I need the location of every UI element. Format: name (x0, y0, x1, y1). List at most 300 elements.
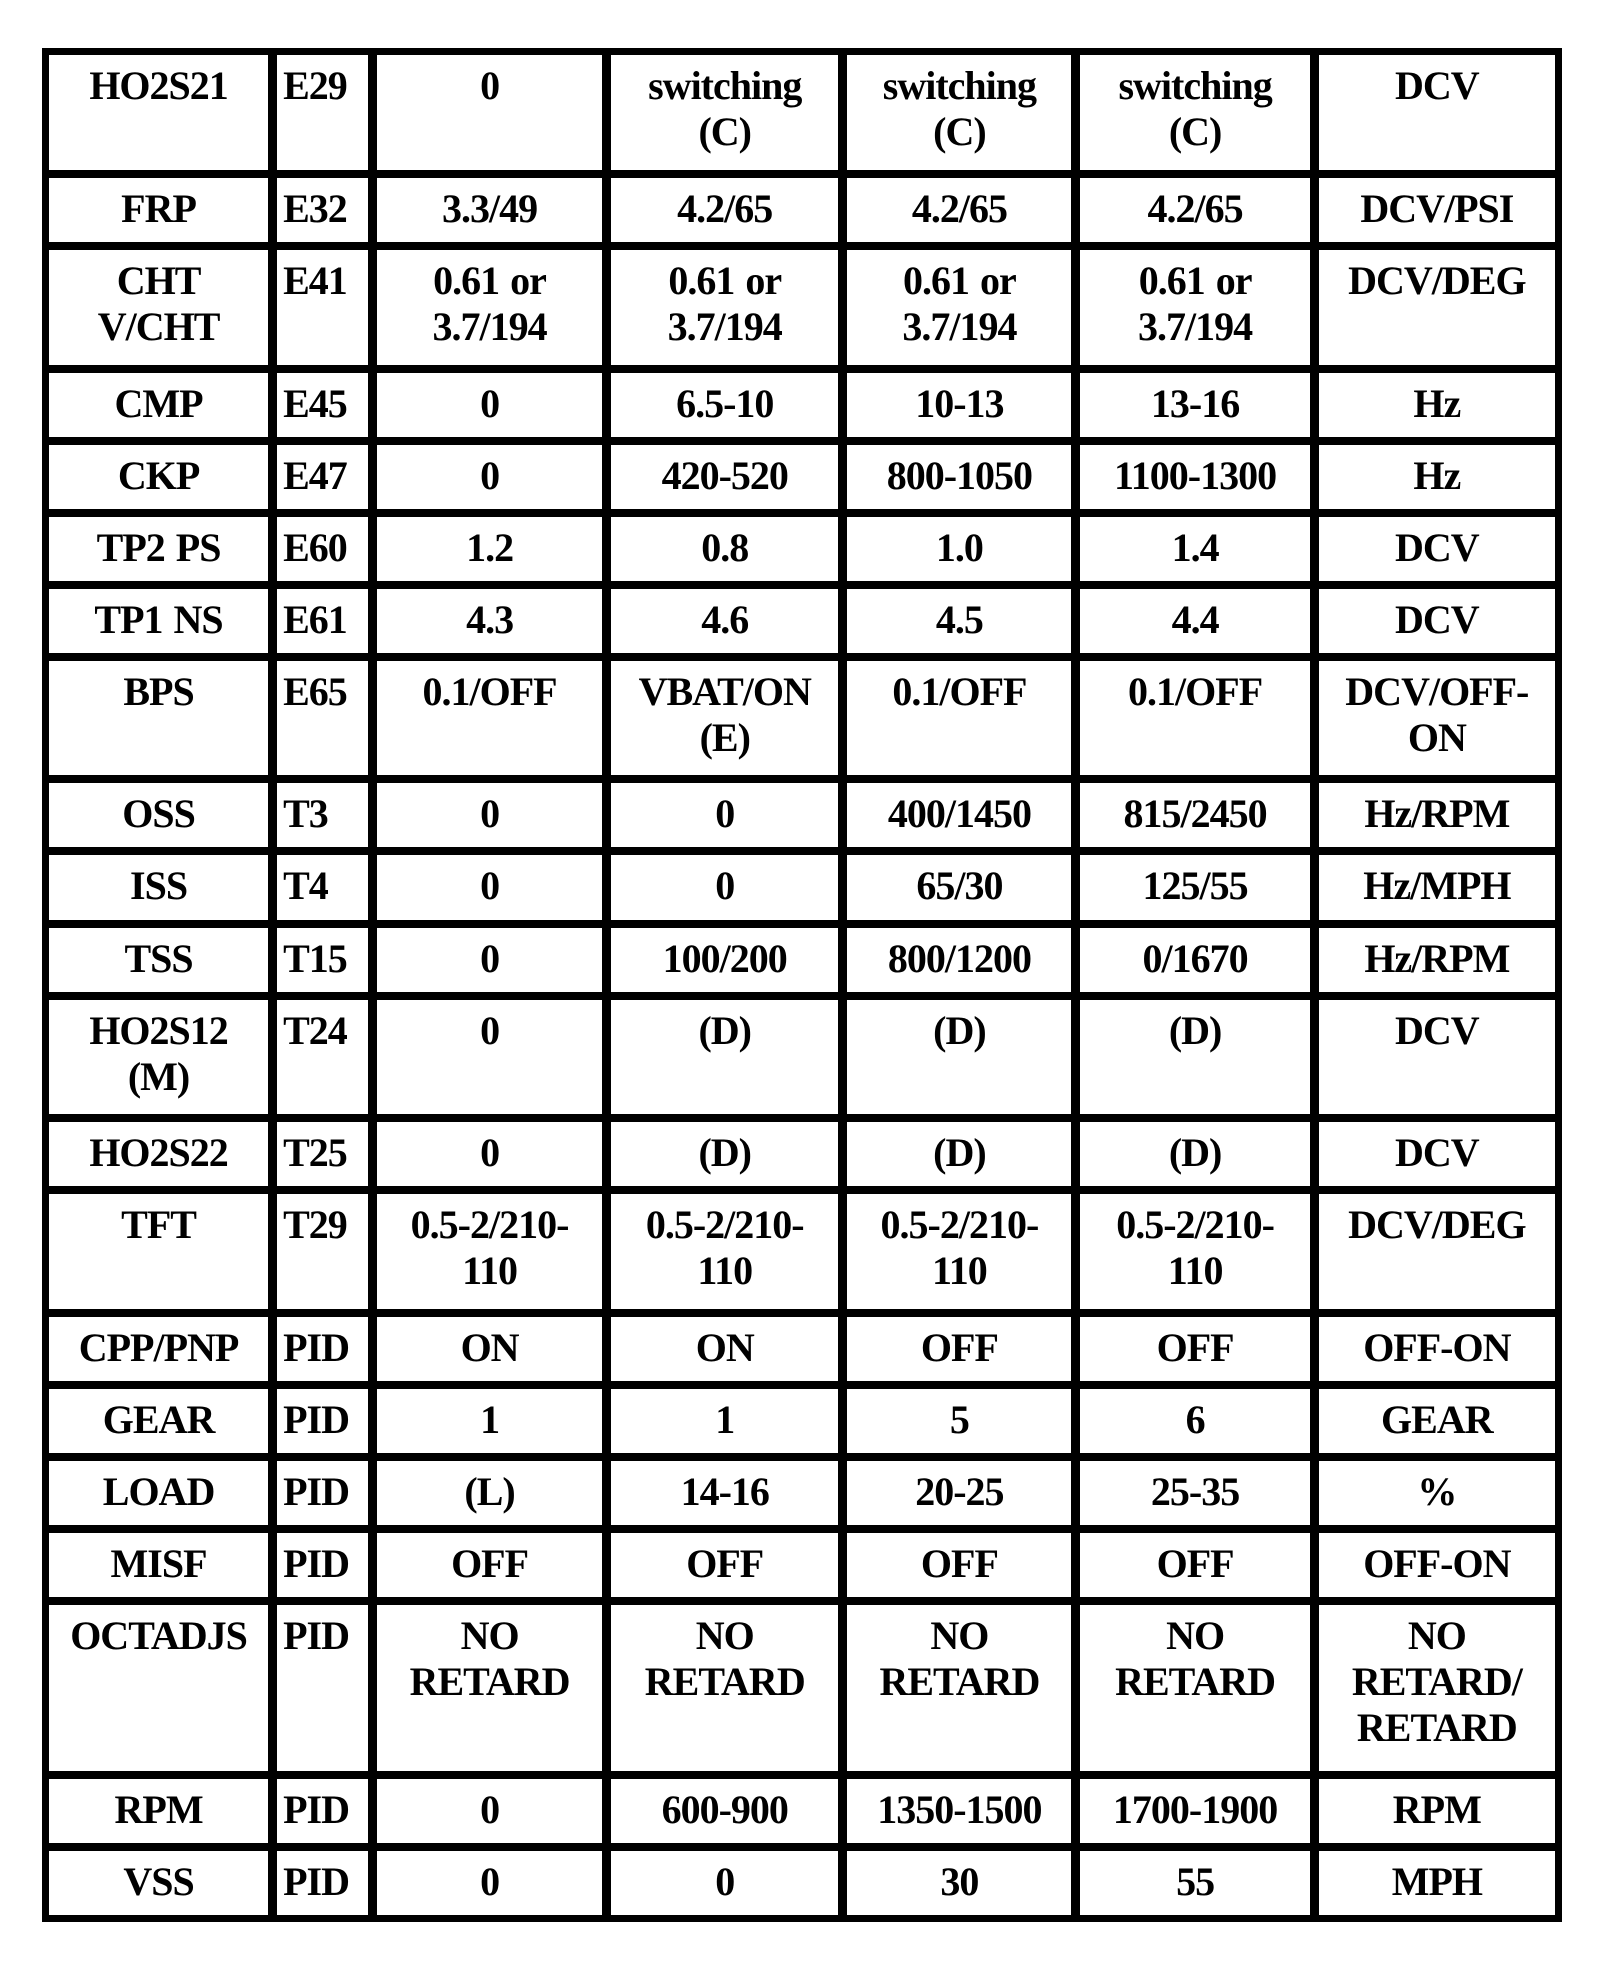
value-4-cell-text: 4.4 (1171, 596, 1219, 642)
value-3-cell (847, 783, 1071, 847)
table-row (49, 1779, 1555, 1843)
pin-code-cell-text: PID (283, 1397, 349, 1443)
sensor-name-cell-text: RPM (114, 1786, 203, 1832)
value-4-cell (1080, 1533, 1309, 1597)
value-1-cell (377, 1533, 602, 1597)
unit-cell (1319, 517, 1555, 581)
sensor-name-cell-text: MISF (110, 1541, 207, 1587)
sensor-name-cell (49, 1851, 268, 1915)
table-row (49, 517, 1555, 581)
table-row (49, 1605, 1555, 1771)
value-1-cell (377, 517, 602, 581)
value-4-cell-text: 815/2450 (1123, 791, 1267, 837)
unit-cell-text: RPM (1392, 1786, 1481, 1832)
value-2-cell-text: switching (C) (648, 63, 802, 154)
value-4-cell (1080, 1461, 1309, 1525)
value-4-cell (1080, 178, 1309, 242)
pin-code-cell (277, 55, 368, 170)
value-4-cell (1080, 1605, 1309, 1771)
unit-cell-text: DCV (1395, 1130, 1479, 1176)
sensor-name-cell-text: CMP (114, 380, 203, 426)
value-3-cell (847, 661, 1071, 776)
value-3-cell-text: NO RETARD (879, 1613, 1040, 1705)
value-2-cell (611, 55, 838, 170)
sensor-name-cell-text: VSS (123, 1858, 194, 1904)
value-1-cell-text: 0 (480, 1858, 500, 1904)
value-1-cell (377, 178, 602, 242)
value-4-cell (1080, 517, 1309, 581)
value-1-cell (377, 1389, 602, 1453)
value-2-cell (611, 855, 838, 919)
value-4-cell-text: 55 (1176, 1858, 1215, 1904)
value-4-cell-text: (D) (1168, 1130, 1222, 1176)
pin-code-cell (277, 1851, 368, 1915)
value-3-cell-text: 65/30 (916, 863, 1003, 909)
table-row (49, 1389, 1555, 1453)
sensor-name-cell-text: TSS (124, 935, 193, 981)
unit-cell (1319, 1317, 1555, 1381)
value-3-cell-text: 4.5 (935, 596, 983, 642)
sensor-name-cell (49, 1194, 268, 1309)
sensor-name-cell (49, 517, 268, 581)
value-3-cell-text: (D) (933, 1007, 986, 1053)
unit-cell (1319, 445, 1555, 509)
value-3-cell (847, 1317, 1071, 1381)
value-1-cell (377, 1000, 602, 1115)
unit-cell (1319, 1533, 1555, 1597)
unit-cell-text: DCV (1395, 63, 1479, 108)
value-3-cell (847, 1461, 1071, 1525)
value-3-cell (847, 1605, 1071, 1771)
value-2-cell-text: 100/200 (662, 935, 787, 981)
unit-cell-text: Hz/RPM (1364, 935, 1510, 981)
value-2-cell (611, 1605, 838, 1771)
unit-cell-text: GEAR (1381, 1397, 1493, 1443)
value-1-cell-text: 0.61 or 3.7/194 (432, 257, 547, 349)
value-4-cell-text: NO RETARD (1115, 1613, 1276, 1705)
pin-code-cell-text: T29 (283, 1202, 347, 1248)
value-1-cell-text: 4.3 (466, 596, 514, 642)
unit-cell-text: DCV/DEG (1348, 257, 1526, 303)
sensor-spec-table (40, 47, 1564, 1923)
value-2-cell-text: 0.5-2/210- 110 (645, 1202, 804, 1294)
value-4-cell-text: 6 (1185, 1397, 1205, 1443)
value-2-cell (611, 1779, 838, 1843)
value-1-cell (377, 1194, 602, 1309)
value-1-cell-text: 0 (480, 452, 500, 498)
unit-cell-text: Hz/MPH (1363, 863, 1511, 909)
value-4-cell (1080, 1000, 1309, 1115)
pin-code-cell (277, 1194, 368, 1309)
unit-cell (1319, 855, 1555, 919)
value-4-cell (1080, 589, 1309, 653)
pin-code-cell-text: T4 (283, 863, 328, 909)
value-1-cell-text: (L) (464, 1469, 515, 1515)
pin-code-cell-text: PID (283, 1469, 349, 1515)
sensor-name-cell (49, 1461, 268, 1525)
value-1-cell (377, 445, 602, 509)
value-2-cell-text: 1 (715, 1397, 735, 1443)
pin-code-cell-text: PID (283, 1541, 349, 1587)
value-3-cell (847, 1389, 1071, 1453)
value-1-cell (377, 855, 602, 919)
value-3-cell (847, 1194, 1071, 1309)
sensor-name-cell (49, 1779, 268, 1843)
table-row (49, 1461, 1555, 1525)
value-4-cell (1080, 1779, 1309, 1843)
pin-code-cell (277, 1533, 368, 1597)
value-2-cell (611, 1317, 838, 1381)
value-4-cell (1080, 928, 1309, 992)
pin-code-cell (277, 1461, 368, 1525)
value-3-cell (847, 517, 1071, 581)
value-2-cell (611, 1122, 838, 1186)
value-2-cell-text: 4.6 (701, 596, 749, 642)
value-1-cell-text: 3.3/49 (442, 185, 538, 231)
sensor-name-cell-text: ISS (130, 863, 188, 909)
pin-code-cell (277, 783, 368, 847)
unit-cell (1319, 1000, 1555, 1115)
value-2-cell-text: 6.5-10 (676, 380, 774, 426)
value-1-cell-text: 1.2 (466, 524, 514, 570)
value-2-cell (611, 373, 838, 437)
value-3-cell-text: (D) (933, 1130, 986, 1176)
value-4-cell-text: 13-16 (1150, 380, 1240, 426)
value-1-cell (377, 1461, 602, 1525)
table-row (49, 55, 1555, 170)
unit-cell (1319, 1194, 1555, 1309)
sensor-name-cell (49, 373, 268, 437)
table-row (49, 250, 1555, 365)
table-row (49, 373, 1555, 437)
unit-cell (1319, 783, 1555, 847)
table-row (49, 1317, 1555, 1381)
value-3-cell (847, 55, 1071, 170)
value-3-cell-text: 0.61 or 3.7/194 (902, 257, 1017, 349)
value-1-cell-text: OFF (451, 1541, 529, 1587)
sensor-name-cell-text: HO2S22 (89, 1130, 228, 1176)
value-3-cell-text: OFF (920, 1541, 998, 1587)
value-1-cell (377, 1605, 602, 1771)
value-2-cell (611, 928, 838, 992)
pin-code-cell-text: T24 (283, 1007, 347, 1053)
pin-code-cell-text: T15 (283, 935, 347, 981)
value-2-cell-text: OFF (686, 1541, 764, 1587)
value-2-cell-text: 0.61 or 3.7/194 (667, 257, 782, 349)
unit-cell (1319, 1779, 1555, 1843)
value-2-cell (611, 783, 838, 847)
unit-cell-text: OFF-ON (1363, 1541, 1511, 1587)
value-1-cell-text: NO RETARD (409, 1613, 570, 1705)
unit-cell-text: DCV (1395, 524, 1479, 570)
pin-code-cell-text: E45 (283, 380, 347, 426)
unit-cell-text: NO RETARD/ RETARD (1351, 1613, 1522, 1751)
value-1-cell (377, 661, 602, 776)
value-2-cell (611, 1194, 838, 1309)
value-3-cell-text: 800-1050 (886, 452, 1033, 498)
sensor-name-cell-text: FRP (121, 185, 196, 231)
spec-table-frame (42, 48, 1562, 1922)
value-2-cell (611, 1851, 838, 1915)
sensor-name-cell-text: BPS (123, 668, 194, 714)
value-4-cell (1080, 445, 1309, 509)
sensor-name-cell (49, 855, 268, 919)
value-3-cell-text: 0.5-2/210- 110 (880, 1202, 1039, 1294)
value-3-cell-text: 10-13 (915, 380, 1004, 426)
value-1-cell (377, 1122, 602, 1186)
value-4-cell (1080, 783, 1309, 847)
sensor-name-cell (49, 589, 268, 653)
pin-code-cell (277, 855, 368, 919)
sensor-name-cell-text: CKP (117, 452, 200, 498)
value-3-cell-text: 20-25 (915, 1469, 1004, 1515)
value-4-cell (1080, 250, 1309, 365)
value-3-cell (847, 373, 1071, 437)
value-2-cell-text: (D) (698, 1130, 751, 1176)
value-2-cell-text: ON (695, 1325, 754, 1371)
value-2-cell-text: VBAT/ON (E) (638, 668, 811, 760)
table-row (49, 1194, 1555, 1309)
pin-code-cell (277, 445, 368, 509)
sensor-name-cell-text: CHT V/CHT (97, 257, 220, 349)
pin-code-cell-text: E41 (283, 257, 347, 303)
value-3-cell (847, 1000, 1071, 1115)
value-1-cell (377, 250, 602, 365)
value-4-cell-text: switching (C) (1118, 63, 1272, 154)
value-4-cell (1080, 1194, 1309, 1309)
sensor-name-cell (49, 1122, 268, 1186)
value-4-cell-text: 0/1670 (1142, 935, 1248, 981)
value-1-cell (377, 783, 602, 847)
unit-cell (1319, 1851, 1555, 1915)
value-4-cell-text: 0.1/OFF (1128, 668, 1263, 714)
value-3-cell-text: 1350-1500 (877, 1786, 1042, 1832)
value-4-cell (1080, 1389, 1309, 1453)
table-row (49, 178, 1555, 242)
value-1-cell (377, 55, 602, 170)
table-row (49, 1533, 1555, 1597)
value-3-cell (847, 1779, 1071, 1843)
value-3-cell (847, 589, 1071, 653)
table-row (49, 445, 1555, 509)
sensor-name-cell (49, 1317, 268, 1381)
value-1-cell (377, 1851, 602, 1915)
value-4-cell (1080, 1851, 1309, 1915)
pin-code-cell-text: E60 (283, 524, 347, 570)
sensor-name-cell-text: LOAD (102, 1469, 215, 1515)
value-2-cell-text: 0 (715, 863, 735, 909)
value-2-cell (611, 517, 838, 581)
pin-code-cell (277, 178, 368, 242)
sensor-name-cell-text: TFT (121, 1202, 196, 1248)
pin-code-cell-text: PID (283, 1786, 349, 1832)
pin-code-cell (277, 1122, 368, 1186)
value-1-cell-text: 0 (480, 935, 500, 981)
pin-code-cell-text: E65 (283, 668, 347, 714)
sensor-name-cell-text: OSS (122, 791, 195, 837)
unit-cell (1319, 1389, 1555, 1453)
unit-cell (1319, 250, 1555, 365)
value-1-cell-text: ON (460, 1325, 519, 1371)
pin-code-cell (277, 517, 368, 581)
unit-cell (1319, 1122, 1555, 1186)
sensor-name-cell (49, 445, 268, 509)
pin-code-cell-text: E61 (283, 596, 347, 642)
pin-code-cell (277, 1317, 368, 1381)
sensor-name-cell-text: TP2 PS (96, 524, 221, 570)
value-2-cell-text: 0.8 (701, 524, 749, 570)
value-2-cell-text: 14-16 (680, 1469, 769, 1515)
table-body (49, 55, 1555, 1915)
value-2-cell (611, 1000, 838, 1115)
value-2-cell (611, 1533, 838, 1597)
value-3-cell-text: 30 (940, 1858, 979, 1904)
value-2-cell (611, 1461, 838, 1525)
table-row (49, 1000, 1555, 1115)
value-3-cell (847, 1122, 1071, 1186)
pin-code-cell (277, 373, 368, 437)
unit-cell-text: DCV/OFF- ON (1345, 668, 1529, 760)
sensor-name-cell (49, 1389, 268, 1453)
sensor-name-cell (49, 661, 268, 776)
value-2-cell-text: 4.2/65 (677, 185, 773, 231)
pin-code-cell-text: E32 (283, 185, 347, 231)
sensor-name-cell-text: OCTADJS (70, 1613, 247, 1659)
value-2-cell-text: 0 (715, 791, 735, 837)
value-4-cell (1080, 1317, 1309, 1381)
table-row (49, 855, 1555, 919)
sensor-name-cell-text: CPP/PNP (78, 1325, 239, 1371)
sensor-name-cell (49, 783, 268, 847)
unit-cell-text: DCV (1395, 1007, 1479, 1053)
value-4-cell-text: 0.61 or 3.7/194 (1138, 257, 1253, 349)
value-3-cell (847, 855, 1071, 919)
unit-cell-text: Hz/RPM (1364, 791, 1510, 837)
value-3-cell-text: 1.0 (935, 524, 983, 570)
value-4-cell (1080, 661, 1309, 776)
value-3-cell (847, 928, 1071, 992)
value-4-cell-text: (D) (1168, 1007, 1222, 1053)
table-row (49, 1851, 1555, 1915)
sensor-name-cell (49, 1000, 268, 1115)
value-4-cell-text: 0.5-2/210- 110 (1116, 1202, 1274, 1294)
value-1-cell-text: 0 (480, 791, 500, 837)
value-4-cell (1080, 1122, 1309, 1186)
unit-cell-text: DCV (1395, 596, 1479, 642)
pin-code-cell-text: PID (283, 1613, 349, 1659)
pin-code-cell (277, 661, 368, 776)
pin-code-cell-text: T3 (283, 791, 328, 837)
value-2-cell (611, 1389, 838, 1453)
table-row (49, 928, 1555, 992)
value-1-cell-text: 0 (480, 1786, 500, 1832)
value-4-cell-text: 4.2/65 (1147, 185, 1243, 231)
value-2-cell (611, 445, 838, 509)
value-2-cell (611, 589, 838, 653)
pin-code-cell-text: E47 (283, 452, 347, 498)
value-3-cell-text: switching (C) (882, 63, 1037, 154)
value-4-cell (1080, 373, 1309, 437)
sensor-name-cell (49, 1605, 268, 1771)
value-2-cell-text: 420-520 (661, 452, 788, 498)
value-2-cell-text: 600-900 (661, 1786, 788, 1832)
table-row (49, 589, 1555, 653)
pin-code-cell (277, 1779, 368, 1843)
unit-cell-text: Hz (1413, 452, 1461, 498)
unit-cell-text: MPH (1391, 1858, 1482, 1904)
unit-cell (1319, 55, 1555, 170)
sensor-name-cell-text: HO2S21 (89, 63, 228, 108)
value-3-cell (847, 250, 1071, 365)
sensor-name-cell-text: GEAR (102, 1397, 215, 1443)
unit-cell (1319, 373, 1555, 437)
pin-code-cell (277, 1389, 368, 1453)
value-3-cell (847, 178, 1071, 242)
unit-cell (1319, 1461, 1555, 1525)
table-row (49, 783, 1555, 847)
sensor-name-cell (49, 1533, 268, 1597)
value-1-cell (377, 589, 602, 653)
value-1-cell-text: 0 (480, 1007, 500, 1053)
value-1-cell-text: 0.1/OFF (422, 668, 557, 714)
unit-cell (1319, 928, 1555, 992)
value-3-cell-text: 4.2/65 (911, 185, 1007, 231)
unit-cell (1319, 589, 1555, 653)
unit-cell-text: % (1417, 1469, 1457, 1515)
value-3-cell-text: OFF (920, 1325, 998, 1371)
value-1-cell-text: 1 (480, 1397, 500, 1443)
value-2-cell-text: NO RETARD (644, 1613, 805, 1705)
value-4-cell-text: OFF (1156, 1541, 1234, 1587)
pin-code-cell (277, 928, 368, 992)
value-1-cell (377, 373, 602, 437)
value-1-cell-text: 0 (480, 863, 500, 909)
pin-code-cell-text: E29 (283, 63, 347, 108)
sensor-name-cell (49, 55, 268, 170)
value-4-cell-text: 25-35 (1150, 1469, 1240, 1515)
value-1-cell-text: 0 (480, 63, 500, 108)
table-row (49, 661, 1555, 776)
value-3-cell (847, 445, 1071, 509)
unit-cell-text: OFF-ON (1363, 1325, 1511, 1371)
value-1-cell (377, 1779, 602, 1843)
pin-code-cell-text: T25 (283, 1130, 347, 1176)
value-3-cell-text: 5 (949, 1397, 969, 1443)
sensor-name-cell-text: TP1 NS (94, 596, 223, 642)
value-2-cell (611, 661, 838, 776)
value-4-cell-text: 1700-1900 (1112, 1786, 1278, 1832)
value-1-cell-text: 0 (480, 1130, 500, 1176)
unit-cell (1319, 661, 1555, 776)
value-2-cell (611, 250, 838, 365)
sensor-name-cell (49, 928, 268, 992)
pin-code-cell-text: PID (283, 1325, 349, 1371)
value-3-cell-text: 400/1450 (887, 791, 1031, 837)
value-2-cell-text: 0 (715, 1858, 735, 1904)
unit-cell (1319, 178, 1555, 242)
value-3-cell-text: 0.1/OFF (892, 668, 1027, 714)
value-4-cell-text: OFF (1156, 1325, 1234, 1371)
pin-code-cell (277, 1605, 368, 1771)
table-row (49, 1122, 1555, 1186)
sensor-name-cell (49, 178, 268, 242)
pin-code-cell (277, 250, 368, 365)
value-4-cell (1080, 855, 1309, 919)
value-4-cell-text: 125/55 (1142, 863, 1248, 909)
value-4-cell-text: 1.4 (1171, 524, 1219, 570)
unit-cell-text: DCV/PSI (1360, 185, 1514, 231)
pin-code-cell-text: PID (283, 1858, 349, 1904)
